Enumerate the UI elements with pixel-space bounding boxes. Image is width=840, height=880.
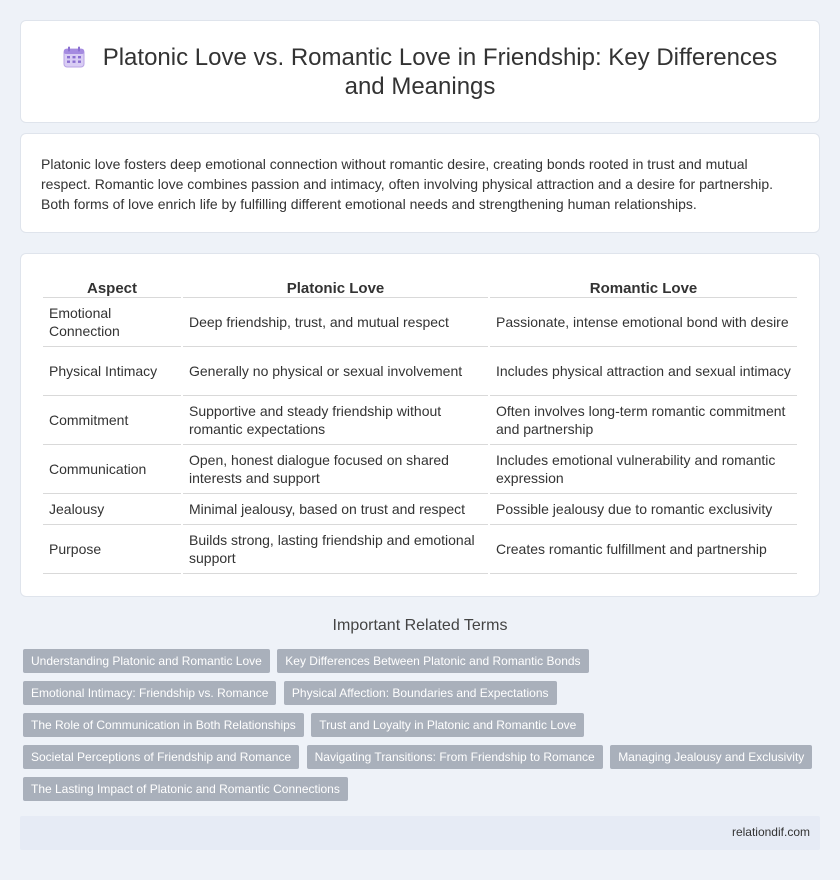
related-terms-title: Important Related Terms [332, 617, 508, 634]
cell-romantic: Includes physical attraction and sexual intimacy [490, 347, 797, 396]
table-row [43, 445, 797, 494]
related-term-tag[interactable]: Understanding Platonic and Romantic Love [23, 649, 270, 673]
page-title-text: Platonic Love vs. Romantic Love in Friendship: Key Differences and Meanings [102, 44, 778, 100]
table-row [43, 298, 797, 347]
related-term-tag[interactable]: Physical Affection: Boundaries and Expectations [284, 681, 557, 705]
page-title [51, 43, 789, 101]
calendar-icon [63, 46, 85, 68]
cell-aspect: Emotional Connection [43, 298, 181, 347]
cell-aspect: Commitment [43, 396, 181, 445]
cell-romantic: Includes emotional vulnerability and romantic expression [490, 445, 797, 494]
header-platonic: Platonic Love [183, 274, 488, 298]
cell-platonic: Generally no physical or sexual involvement [183, 347, 488, 396]
table-row [43, 396, 797, 445]
cell-aspect: Physical Intimacy [43, 347, 181, 396]
table-row [43, 525, 797, 574]
table-header-row [43, 274, 797, 298]
intro-paragraph: Platonic love fosters deep emotional connection without romantic desire, creating bonds rooted in trust and mutual respect. Romantic love combines passion and intimacy, often involving physical attraction and a desire for partnership. Both forms of love enrich life by fulfilling different emotional needs and strengthening human relationships. [41, 156, 774, 212]
related-term-tag[interactable]: The Role of Communication in Both Relationships [23, 713, 304, 737]
cell-platonic: Minimal jealousy, based on trust and respect [183, 494, 488, 525]
header-romantic: Romantic Love [490, 274, 797, 298]
cell-romantic: Often involves long-term romantic commitment and partnership [490, 396, 797, 445]
table-row [43, 494, 797, 525]
cell-platonic: Builds strong, lasting friendship and emotional support [183, 525, 488, 574]
cell-aspect: Communication [43, 445, 181, 494]
related-term-tag[interactable]: Navigating Transitions: From Friendship to Romance [307, 745, 603, 769]
comparison-card [20, 253, 820, 597]
title-card [20, 20, 820, 123]
table-row [43, 347, 797, 396]
cell-platonic: Deep friendship, trust, and mutual respect [183, 298, 488, 347]
intro-card [20, 133, 820, 233]
footer [20, 816, 820, 850]
cell-platonic: Supportive and steady friendship without romantic expectations [183, 396, 488, 445]
cell-aspect: Purpose [43, 525, 181, 574]
comparison-table [41, 274, 799, 574]
related-term-tag[interactable]: Managing Jealousy and Exclusivity [610, 745, 812, 769]
related-term-tag[interactable]: Societal Perceptions of Friendship and Romance [23, 745, 299, 769]
cell-romantic: Possible jealousy due to romantic exclusivity [490, 494, 797, 525]
site-credit[interactable]: relationdif.com [731, 825, 810, 839]
cell-romantic: Passionate, intense emotional bond with desire [490, 298, 797, 347]
cell-romantic: Creates romantic fulfillment and partnership [490, 525, 797, 574]
cell-platonic: Open, honest dialogue focused on shared interests and support [183, 445, 488, 494]
related-terms-list [23, 649, 823, 809]
related-term-tag[interactable]: Key Differences Between Platonic and Romantic Bonds [277, 649, 588, 673]
related-term-tag[interactable]: Emotional Intimacy: Friendship vs. Romance [23, 681, 276, 705]
related-term-tag[interactable]: The Lasting Impact of Platonic and Romantic Connections [23, 777, 348, 801]
header-aspect: Aspect [43, 274, 181, 298]
cell-aspect: Jealousy [43, 494, 181, 525]
related-term-tag[interactable]: Trust and Loyalty in Platonic and Romantic Love [311, 713, 584, 737]
